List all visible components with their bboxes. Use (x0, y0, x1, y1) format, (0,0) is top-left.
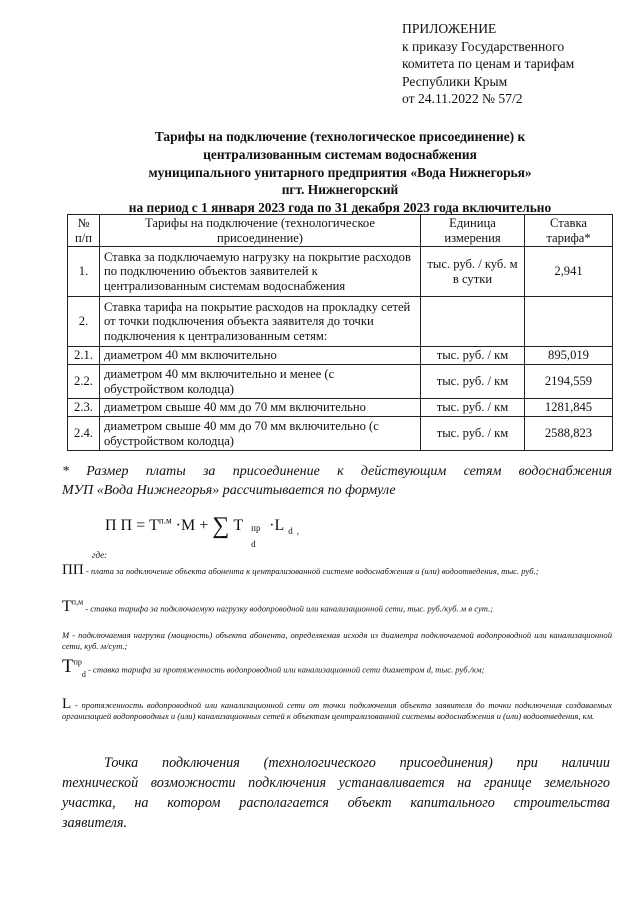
title-line: пгт. Нижнегорский (281, 182, 399, 198)
row-name: диаметром свыше 40 мм до 70 мм включительно (100, 399, 421, 417)
row-rate: 895,019 (525, 347, 613, 365)
definition-text: - ставка тарифа за подключаемую нагрузку водопроводной или канализационной сети, тыс. руб./куб. м в сут.; (83, 603, 494, 614)
appendix-header (402, 20, 634, 108)
appendix-line: от 24.11.2022 № 57/2 (402, 91, 523, 107)
closing-line: Точка подключения (технологического присоединения) при наличии (104, 755, 610, 771)
row-name: Ставка за подключаемую нагрузку на покрытие расходов по подключению объектов заявителей к централизованным системам водоснабжения (100, 247, 421, 297)
definition-text: М - подключаемая нагрузка (мощность) объекта абонента, определяемая исходя из диаметра подключаемой водопроводной или канализационной сети, куб. м/сут.; (62, 630, 612, 651)
appendix-line: Республики Крым (402, 73, 508, 89)
formula-tail: ·L (265, 517, 285, 534)
title-line: муниципального унитарного предприятия «Вода Нижнегорья» (148, 164, 532, 180)
row-unit: тыс. руб. / км (421, 347, 525, 365)
formula-t2: Т (233, 517, 244, 534)
row-num: 2.1. (68, 347, 100, 365)
table-row (68, 297, 613, 347)
definition-tpm (62, 597, 612, 614)
header-unit: Единица измерения (421, 215, 525, 247)
row-rate: 2588,823 (525, 417, 613, 451)
table-row (68, 247, 613, 297)
row-unit (421, 297, 525, 347)
table-header-row (68, 215, 613, 247)
row-name: диаметром 40 мм включительно (100, 347, 421, 365)
appendix-line: комитета по ценам и тарифам (402, 56, 575, 72)
appendix-line: ПРИЛОЖЕНИЕ (402, 21, 497, 36)
formula-t2-sup: пр (251, 523, 261, 533)
header-name: Тарифы на подключение (технологическое присоединение) (100, 215, 421, 247)
row-num: 1. (68, 247, 100, 297)
row-num: 2.3. (68, 399, 100, 417)
definition-tpr (62, 657, 612, 680)
symbol-t-main: Т (62, 598, 72, 616)
header-num: № п/п (68, 215, 100, 247)
closing-line: заявителя. (62, 815, 127, 831)
definition-text: - протяженность водопроводной или канализационной сети от точки подключения объекта заявителя до точки подключения создаваемых организацией водопроводных и (или) канализационных сетей к объектам централизованной системы водоснабжения и (или) водоотведения, км. (62, 700, 612, 721)
row-unit: тыс. руб. / км (421, 399, 525, 417)
definition-text: - плата за подключение объекта абонента к централизованной системе водоснабжения и (или) водоотведения, тыс. руб.; (83, 566, 539, 576)
title-line: централизованным системам водоснабжения (203, 146, 477, 162)
definition-text: - ставка тарифа за протяженность водопроводной или канализационной сети диаметром d, тыс. руб./км; (85, 664, 485, 675)
row-name: Ставка тарифа на покрытие расходов на прокладку сетей от точки подключения объекта заявителя до точки подключения к централизованным сетям: (100, 297, 421, 347)
row-rate (525, 297, 613, 347)
footnote-line: МУП «Вода Нижнегорья» рассчитывается по формуле (62, 483, 396, 499)
formula-l-sub: d (288, 526, 293, 537)
symbol-l: L (62, 696, 72, 712)
row-rate: 2194,559 (525, 365, 613, 399)
where-label: где: (92, 550, 108, 560)
row-num: 2.2. (68, 365, 100, 399)
table-row (68, 347, 613, 365)
formula-mid: ·М + (171, 517, 213, 534)
symbol-t-sup: п,м (71, 598, 84, 607)
title-line: на период с 1 января 2023 года по 31 декабря 2023 года включительно (128, 200, 552, 216)
row-num: 2.4. (68, 417, 100, 451)
closing-paragraph (62, 753, 610, 833)
table-row (68, 399, 613, 417)
row-unit: тыс. руб. / км (421, 365, 525, 399)
formula-t-sup: п.м (158, 515, 172, 526)
footnote (62, 462, 612, 501)
definition-pp (62, 562, 612, 578)
definition-l (62, 696, 612, 722)
title-line: Тарифы на подключение (технологическое присоединение) к (154, 129, 526, 144)
symbol-t (62, 598, 83, 615)
closing-line: технической возможности подключения устанавливается на границе земельного (62, 775, 610, 791)
tariff-table (67, 214, 613, 451)
table-row (68, 365, 613, 399)
sum-symbol: ∑ (212, 513, 230, 539)
symbol-t-sup: пр (73, 658, 82, 667)
row-num: 2. (68, 297, 100, 347)
header-rate: Ставка тарифа* (525, 215, 613, 247)
definition-m (62, 630, 612, 652)
formula-comma: , (296, 526, 299, 537)
footnote-line: * Размер платы за присоединение к действующим сетям водоснабжения (62, 464, 612, 479)
row-name: диаметром 40 мм включительно и менее (с обустройством колодца) (100, 365, 421, 399)
formula-t2-sub: d (251, 539, 256, 549)
row-rate: 1281,845 (525, 399, 613, 417)
table-row (68, 417, 613, 451)
symbol-t-main: Т (62, 656, 74, 678)
symbol-t-sub: d (81, 670, 86, 680)
formula-lhs: П П = Т (105, 517, 159, 534)
document-title (60, 128, 620, 217)
symbol-pp: ПП (62, 562, 84, 578)
row-unit: тыс. руб. / км (421, 417, 525, 451)
row-rate: 2,941 (525, 247, 613, 297)
row-unit: тыс. руб. / куб. м в сутки (421, 247, 525, 297)
symbol-t (62, 656, 86, 680)
closing-line: участка, на котором располагается объект капитального строительства (62, 795, 610, 811)
row-name: диаметром свыше 40 мм до 70 мм включительно (с обустройством колодца) (100, 417, 421, 451)
appendix-line: к приказу Государственного (402, 38, 565, 54)
formula (105, 513, 299, 549)
